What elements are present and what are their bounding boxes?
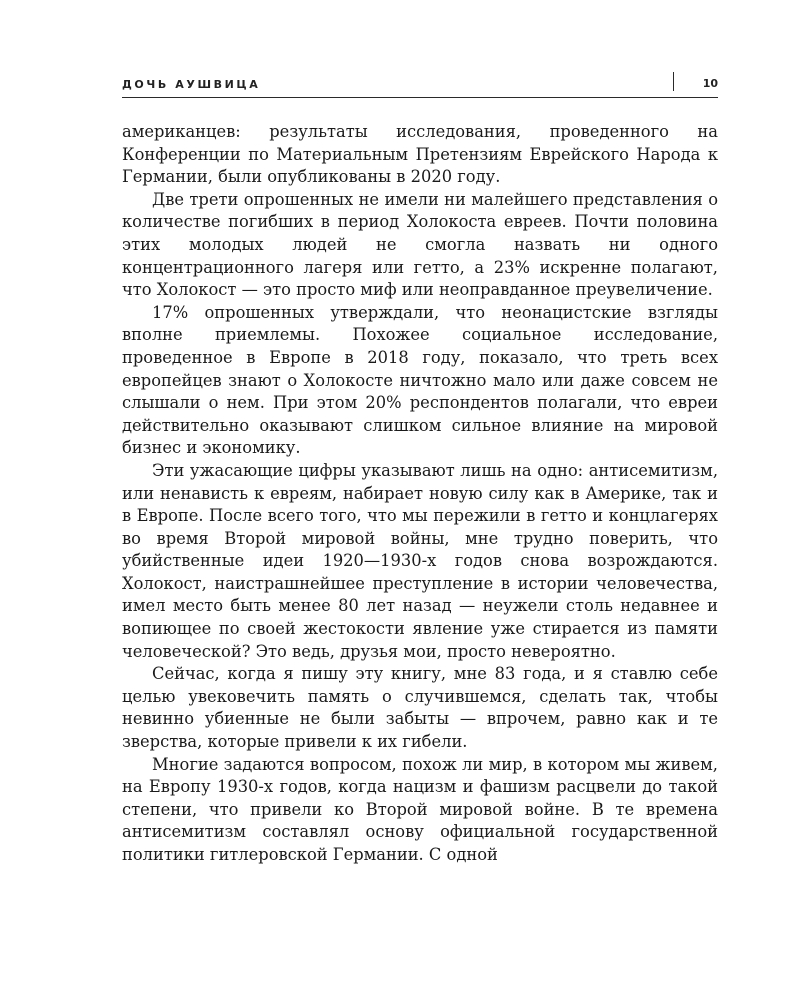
paragraph: Многие задаются вопросом, похож ли мир, в котором мы живем, на Европу 1930-х годов, когда нацизм и фашизм расцвели до такой степени, что привели ко Второй мировой войне. В те времена антисемитизм составлял основу официальной государственной политики гитлеровской Германии. С одной [122, 754, 718, 864]
book-title: ДОЧЬ АУШВИЦА [122, 78, 261, 91]
header-divider [673, 72, 675, 91]
paragraph: Сейчас, когда я пишу эту книгу, мне 83 года, и я ставлю себе целью увековечить память о случившемся, сделать так, чтобы невинно убиенные не были забыты — впрочем, равно как и те зверства, которые привели к их гибели. [122, 664, 718, 752]
body-text [122, 121, 718, 867]
paragraph: Эти ужасающие цифры указывают лишь на одно: антисемитизм, или ненависть к евреям, набирает новую силу как в Америке, так и в Европе. После всего того, что мы пережили в гетто и концлагерях во время Второй мировой войны, мне трудно поверить, что убийственные идеи 1920—1930-х годов снова возрождаются. Холокост, наистрашнейшее преступление в истории человечества, имел место быть менее 80 лет назад — неужели столь недавнее и вопиющее по своей жестокости явление уже стирается из памяти человеческой? Это ведь, друзья мои, просто невероятно. [122, 460, 718, 661]
paragraph: американцев: результаты исследования, проведенного на Конференции по Материальным Претензиям Еврейского Народа к Германии, были опубликованы в 2020 году. [122, 122, 718, 187]
page-number: 10 [702, 77, 718, 90]
paragraph: Две трети опрошенных не имели ни малейшего представления о количестве погибших в период Холокоста евреев. Почти половина этих молодых людей не смогла назвать ни одного концентрационного лагеря или гетто, а 23% искренне полагают, что Холокост — это просто миф или неоправданное преувеличение. [122, 189, 718, 300]
paragraph: 17% опрошенных утверждали, что неонацистские взгляды вполне приемлемы. Похожее социальное исследование, проведенное в Европе в 2018 году, показало, что треть всех европейцев знают о Холокосте ничтожно мало или даже совсем не слышали о нем. При этом 20% респондентов полагали, что евреи действительно оказывают слишком сильное влияние на мировой бизнес и экономику. [122, 302, 718, 458]
running-head [122, 72, 718, 98]
